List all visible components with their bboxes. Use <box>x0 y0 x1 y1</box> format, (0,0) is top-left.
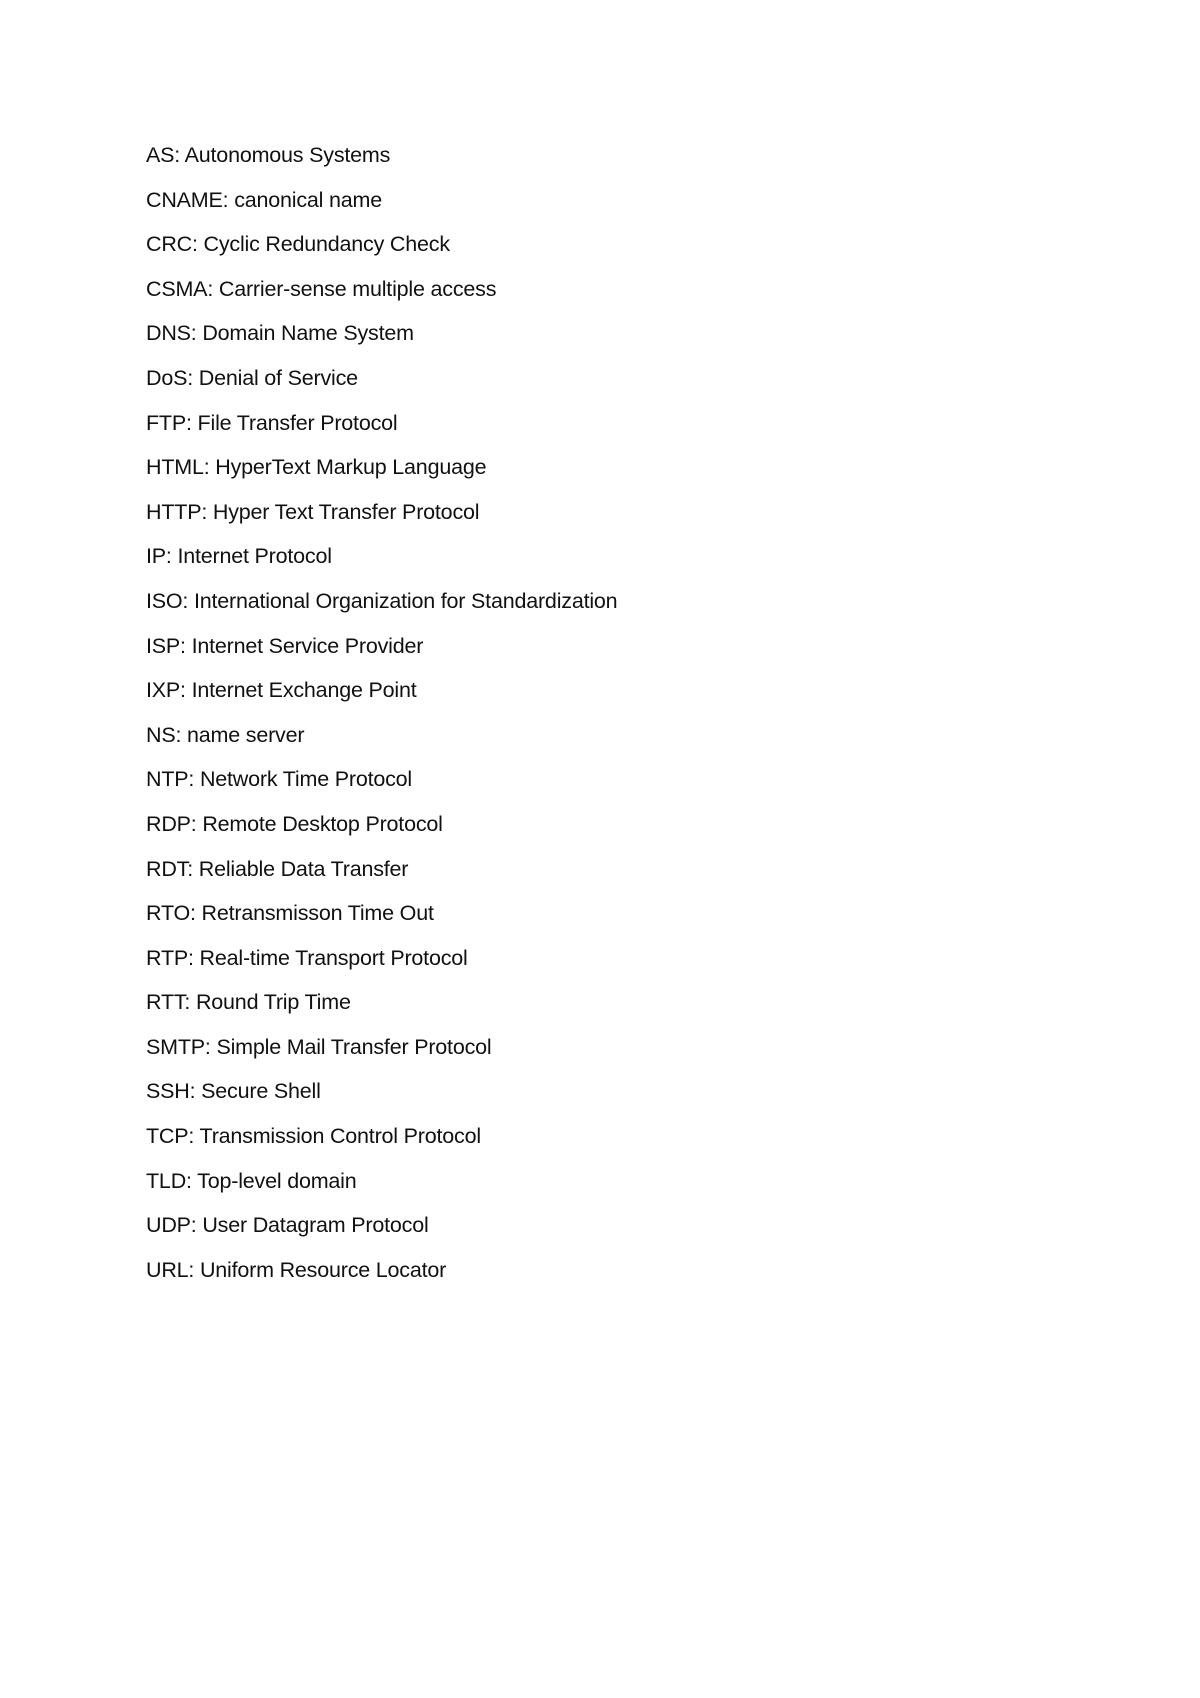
abbreviation-entry: RTP: Real-time Transport Protocol <box>146 945 468 970</box>
abbreviation-entry: CSMA: Carrier-sense multiple access <box>146 276 497 301</box>
abbreviation-entry: CNAME: canonical name <box>146 187 382 212</box>
abbreviation-list <box>146 143 617 1302</box>
abbreviation-entry: URL: Uniform Resource Locator <box>146 1257 447 1282</box>
abbreviation-entry: NS: name server <box>146 722 305 747</box>
abbreviation-entry: ISO: International Organization for Standardization <box>146 588 618 613</box>
abbreviation-entry: RTO: Retransmisson Time Out <box>146 901 434 926</box>
abbreviation-entry: AS: Autonomous Systems <box>146 143 391 167</box>
abbreviation-entry: RTT: Round Trip Time <box>146 990 351 1015</box>
abbreviation-entry: DNS: Domain Name System <box>146 321 414 346</box>
abbreviation-entry: HTTP: Hyper Text Transfer Protocol <box>146 499 480 524</box>
abbreviation-entry: UDP: User Datagram Protocol <box>146 1213 429 1238</box>
abbreviation-entry: IP: Internet Protocol <box>146 544 332 569</box>
abbreviation-entry: TLD: Top-level domain <box>146 1168 357 1193</box>
abbreviation-entry: IXP: Internet Exchange Point <box>146 678 417 703</box>
abbreviation-entry: CRC: Cyclic Redundancy Check <box>146 232 450 257</box>
abbreviation-entry: TCP: Transmission Control Protocol <box>146 1124 481 1149</box>
abbreviation-entry: FTP: File Transfer Protocol <box>146 410 398 435</box>
abbreviation-entry: SSH: Secure Shell <box>146 1079 321 1104</box>
abbreviation-entry: HTML: HyperText Markup Language <box>146 455 487 480</box>
abbreviation-entry: RDT: Reliable Data Transfer <box>146 856 409 881</box>
abbreviation-entry: NTP: Network Time Protocol <box>146 767 413 792</box>
abbreviation-entry: ISP: Internet Service Provider <box>146 633 424 658</box>
abbreviation-entry: RDP: Remote Desktop Protocol <box>146 811 443 836</box>
abbreviation-entry: DoS: Denial of Service <box>146 365 358 390</box>
abbreviation-entry: SMTP: Simple Mail Transfer Protocol <box>146 1034 492 1059</box>
